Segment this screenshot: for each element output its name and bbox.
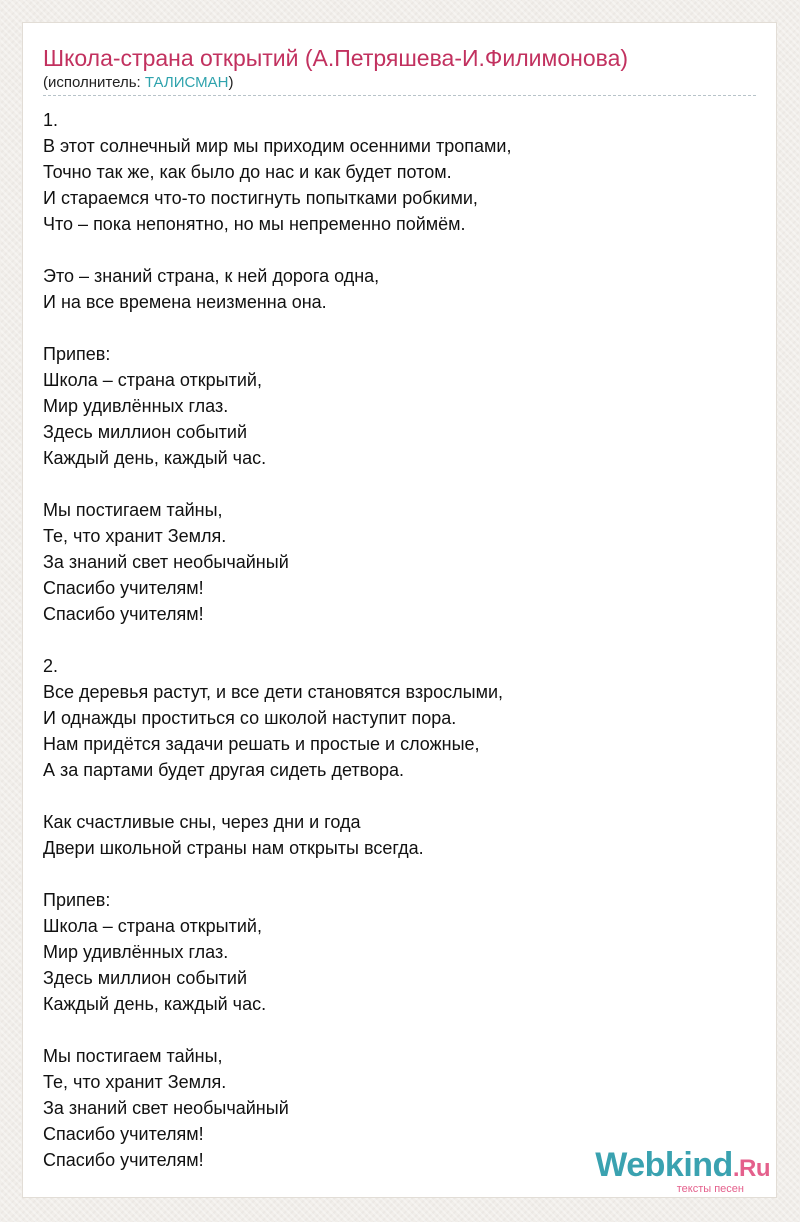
lyric-line: Спасибо учителям! — [43, 1124, 204, 1144]
lyric-line: Мир удивлённых глаз. — [43, 942, 229, 962]
lyric-line: Двери школьной страны нам открыты всегда. — [43, 838, 424, 858]
lyric-line: Нам придётся задачи решать и простые и сложные, — [43, 734, 480, 754]
performer-suffix: ) — [228, 74, 234, 91]
lyric-line: Мы постигаем тайны, — [43, 500, 223, 520]
lyric-line: За знаний свет необычайный — [43, 1098, 289, 1118]
lyric-line: Здесь миллион событий — [43, 422, 248, 442]
lyric-line: 1. — [43, 110, 59, 130]
song-title: Школа-страна открытий (А.Петряшева-И.Филимонова) — [43, 45, 629, 71]
lyric-line: Спасибо учителям! — [43, 1150, 204, 1170]
stanza-gap — [43, 861, 511, 887]
lyric-line: Здесь миллион событий — [43, 968, 248, 988]
lyric-line: В этот солнечный мир мы приходим осенними тропами, — [43, 136, 512, 156]
logo-tld: .Ru — [732, 1155, 770, 1182]
stanza-gap — [43, 783, 511, 809]
lyric-line: И стараемся что-то постигнуть попытками робкими, — [43, 188, 478, 208]
lyric-line: А за партами будет другая сидеть детвора. — [43, 760, 404, 780]
lyric-line: Что – пока непонятно, но мы непременно поймём. — [43, 214, 466, 234]
lyric-line: Школа – страна открытий, — [43, 916, 262, 936]
performer-prefix: (исполнитель: — [43, 74, 145, 91]
lyric-line: Мы постигаем тайны, — [43, 1046, 223, 1066]
lyric-line: Точно так же, как было до нас и как будет потом. — [43, 162, 452, 182]
logo-tagline: тексты песен — [676, 1183, 744, 1195]
logo-wordmark — [595, 1147, 770, 1187]
stanza-gap — [43, 315, 511, 341]
lyrics-text — [43, 107, 511, 1173]
lyric-line: Каждый день, каждый час. — [43, 994, 267, 1014]
lyric-line: Те, что хранит Земля. — [43, 526, 227, 546]
lyric-line: Мир удивлённых глаз. — [43, 396, 229, 416]
dashed-divider — [43, 95, 756, 96]
stanza-gap — [43, 1017, 511, 1043]
lyric-line: И на все времена неизменна она. — [43, 292, 327, 312]
lyric-line: Те, что хранит Земля. — [43, 1072, 227, 1092]
stanza-gap — [43, 471, 511, 497]
lyric-line: Припев: — [43, 890, 111, 910]
lyric-line: Школа – страна открытий, — [43, 370, 262, 390]
lyric-line: И однажды проститься со школой наступит пора. — [43, 708, 457, 728]
lyric-line: Все деревья растут, и все дети становятся взрослыми, — [43, 682, 504, 702]
lyric-line: Это – знаний страна, к ней дорога одна, — [43, 266, 380, 286]
performer-link[interactable]: ТАЛИСМАН — [144, 74, 229, 91]
site-logo[interactable] — [595, 1147, 770, 1195]
lyric-line: Каждый день, каждый час. — [43, 448, 267, 468]
lyric-line: Как счастливые сны, через дни и года — [43, 812, 361, 832]
lyric-line: Спасибо учителям! — [43, 604, 204, 624]
stanza-gap — [43, 627, 511, 653]
stanza-gap — [43, 237, 511, 263]
lyrics-card — [22, 22, 777, 1198]
performer-line — [43, 73, 234, 93]
lyric-line: За знаний свет необычайный — [43, 552, 289, 572]
lyric-line: Припев: — [43, 344, 111, 364]
lyric-line: 2. — [43, 656, 59, 676]
logo-main-text: Webkind — [595, 1146, 733, 1184]
lyric-line: Спасибо учителям! — [43, 578, 204, 598]
